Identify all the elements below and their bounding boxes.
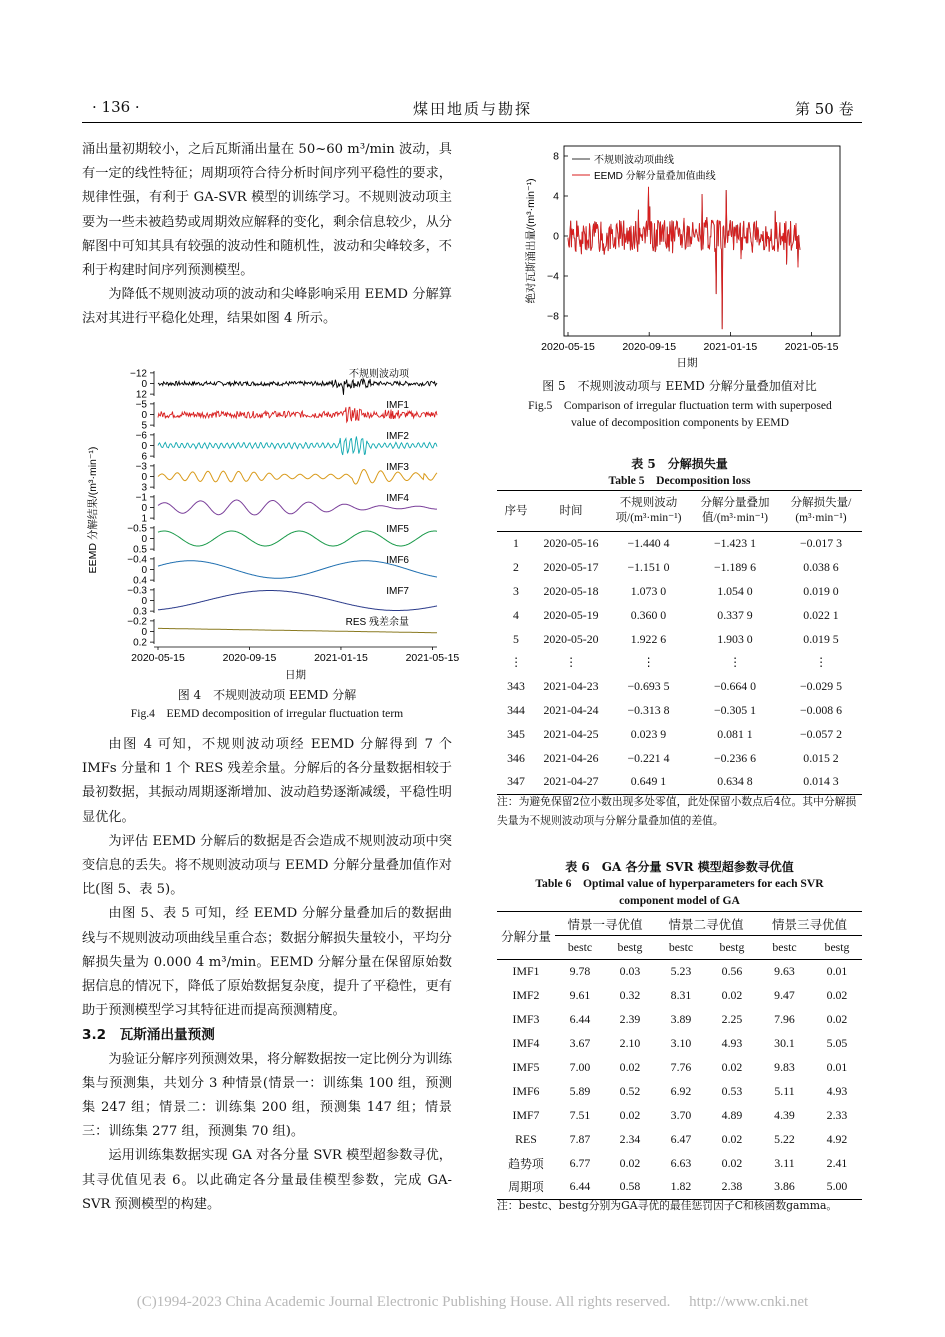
table6-cell: IMF5 <box>512 1060 540 1074</box>
table6-subheader-cell: bestg <box>707 936 757 960</box>
table5-cell: 2021-04-27 <box>535 770 607 794</box>
fig4-tick-label: 3 <box>141 482 147 494</box>
table6-cell: 0.01 <box>826 1060 848 1074</box>
table-row <box>497 556 862 580</box>
fig4-caption-en: Fig.4 EEMD decomposition of irregular fluctuation term <box>130 707 404 720</box>
table-row <box>497 1032 862 1056</box>
table5-cell: −0.313 8 <box>627 702 670 717</box>
fig4-series-label: IMF7 <box>386 586 409 597</box>
table5-cell: 344 <box>507 702 525 717</box>
table6-cell: 0.56 <box>721 964 743 979</box>
fig5-ytick-label: −8 <box>547 310 559 323</box>
table5-cell: 2020-05-19 <box>543 607 599 622</box>
fig4-xtick-label: 2020-09-15 <box>222 652 277 664</box>
fig4-xtick-label: 2021-05-15 <box>405 652 460 664</box>
table6-cell: 6.44 <box>555 1175 605 1199</box>
fig4-series-label: IMF4 <box>386 493 409 504</box>
table-row <box>497 699 862 723</box>
table5-cell: ⋮ <box>642 655 655 670</box>
table6-cell: 6.44 <box>569 1012 591 1027</box>
fig4-tick-label: 0 <box>141 410 147 421</box>
table5-cell: ⋮ <box>815 655 827 670</box>
table6-cell: 2.38 <box>707 1175 757 1199</box>
fig4-tick-label: 0 <box>141 534 147 545</box>
fig4-series-label: 不规则波动项 <box>349 369 409 380</box>
table6-cell: 2.25 <box>721 1012 743 1027</box>
table5-cell: 0.014 3 <box>780 770 862 794</box>
table6-cell: 0.01 <box>826 964 848 979</box>
section-heading: 3.2 瓦斯涌出量预测 <box>82 1027 215 1044</box>
header-rule <box>82 122 862 123</box>
table5-cell: −1.151 0 <box>627 560 670 575</box>
table-row <box>497 1151 862 1175</box>
fig4-tick-label: −0.3 <box>127 585 147 597</box>
table5-cell: 2021-04-25 <box>543 726 599 741</box>
table6-cell: 3.10 <box>670 1036 692 1051</box>
table5-cell: −0.057 2 <box>799 726 843 741</box>
paragraph: 由图 5、表 5 可知，经 EEMD 分解分量叠加后的数据曲线与不规则波动项曲线呈重合态；数据分解损失量较小，平均分解损失量为 0.000 4 m³/min。EEMD 分解分量在保留原始数据信息的情况下，降低了原始数据复杂度，提升了平稳性，更有助于预测模型学习其特征进而提高预测精度。 <box>82 906 452 1019</box>
table6-cell: 0.02 <box>826 988 848 1003</box>
table5-cell: 2021-04-23 <box>543 679 599 694</box>
paragraph: 运用训练集数据实现 GA 对各分量 SVR 模型超参数寻优，其寻优值见表 6。以此确定各分量最佳模型参数，完成 GA-SVR 预测模型的构建。 <box>82 1148 452 1212</box>
table6-cell: 30.1 <box>774 1036 795 1051</box>
fig4-tick-label: −12 <box>130 368 147 380</box>
table5-header-cell: 分解损失量/ (m³·min⁻¹) <box>780 491 862 532</box>
table6-cell: 0.53 <box>721 1083 743 1098</box>
table5-cell: 1.922 6 <box>630 631 667 646</box>
table5-cell: 2020-05-18 <box>543 583 599 598</box>
table5-cell: 2020-05-16 <box>543 536 599 551</box>
table-row <box>497 627 862 651</box>
table5-header-cell: 序号 <box>497 491 535 532</box>
table6-cell: 6.47 <box>670 1131 692 1146</box>
table6-title-en-line2: component model of GA <box>619 894 740 907</box>
fig5-legend-label: 不规则波动项曲线 <box>594 155 674 166</box>
table5-cell: 2020-05-17 <box>543 560 599 575</box>
table5-cell: 0.038 6 <box>803 560 839 575</box>
table6-header-row <box>497 912 862 936</box>
fig4-tick-label: 0.5 <box>133 544 147 556</box>
left-text-block-2 <box>82 733 452 1217</box>
table6-cell: 4.39 <box>774 1107 795 1122</box>
table5-header-row <box>497 491 862 532</box>
table6-cell: IMF3 <box>512 1012 540 1027</box>
figure-4 <box>82 360 460 682</box>
table6-note: 注：bestc、bestg分别为GA寻优的最佳惩罚因子C和核函数gamma。 <box>497 1199 838 1212</box>
table6-group-header: 情景一寻优值 <box>555 912 655 936</box>
table5-cell: −0.693 5 <box>627 679 670 694</box>
table6-cell: 4.89 <box>721 1107 743 1122</box>
fig4-tick-label: 0 <box>141 596 147 607</box>
table-row <box>497 1056 862 1080</box>
fig5-ylabel: 绝对瓦斯涌出量/(m³·min⁻¹) <box>525 178 537 304</box>
paragraph: 为验证分解序列预测效果，将分解数据按一定比例分为训练集与预测集，共划分 3 种情景(情景一：训练集 100 组，预测集 247 组；情景二：训练集 200 组，预测集 147 组；情景三：训练集 277 组，预测集 70 组)。 <box>82 1051 452 1140</box>
table6-cell: 3.11 <box>774 1155 795 1170</box>
table-row <box>497 1079 862 1103</box>
table6-cell: 2.34 <box>619 1131 641 1146</box>
table5-cell: −0.017 3 <box>799 536 843 551</box>
table5-cell: −0.236 6 <box>713 750 757 765</box>
fig4-tick-label: 0.3 <box>133 606 147 618</box>
table5-cell: 0.019 0 <box>803 583 839 598</box>
table5-cell: 3 <box>513 583 519 598</box>
table-row <box>497 1008 862 1032</box>
table6-subheader-cell: bestc <box>555 936 605 960</box>
table6-cell: 4.93 <box>721 1036 743 1051</box>
table6-cell: 9.47 <box>774 988 795 1003</box>
table6-cell: IMF1 <box>512 964 540 979</box>
table6-cell: 3.70 <box>670 1107 692 1122</box>
table5-cell: 2020-05-20 <box>543 631 599 646</box>
table6-cell: IMF2 <box>512 988 540 1003</box>
comparison-chart <box>522 140 842 372</box>
fig4-tick-label: 0 <box>141 472 147 483</box>
table6-cell: 2.10 <box>619 1036 641 1051</box>
table6-cell: 0.32 <box>619 988 641 1003</box>
table6-cell: 7.87 <box>569 1131 591 1146</box>
table6-group-header: 情景三寻优值 <box>757 912 862 936</box>
fig4-tick-label: 0 <box>141 565 147 576</box>
journal-name: 煤田地质与勘探 <box>412 100 532 118</box>
paragraph: 涌出量初期较小，之后瓦斯涌出量在 50~60 m³/min 波动，具有一定的线性特征；周期项符合待分析时间序列平稳性的要求，规律性强，有利于 GA-SVR 模型的训练学习。不规则波动项主要为一些未被趋势或周期效应解释的变化，剩余信息较少，从分解图中可知其具有较强的波动性和随机性，波动和尖峰较多，不利于构建时间序列预测模型。 <box>82 142 452 279</box>
table6-cell: 0.03 <box>619 964 641 979</box>
table6-cell: IMF7 <box>512 1107 540 1122</box>
fig5-ytick-label: 4 <box>553 190 559 203</box>
fig4-tick-label: 0.4 <box>133 575 147 587</box>
table5-title-cn: 表 5 分解损失量 <box>631 457 728 471</box>
table-row <box>497 722 862 746</box>
table6-cell: RES <box>515 1131 537 1146</box>
table5-cell: 0.023 9 <box>630 726 667 741</box>
fig4-tick-label: −1 <box>135 492 147 504</box>
fig4-tick-label: −0.5 <box>127 523 147 535</box>
table5-note: 注：为避免保留2位小数出现多处零值，此处保留小数点后4位。其中分解损失量为不规则波动项与分解分量叠加值的差值。 <box>497 795 857 827</box>
fig4-tick-label: 0 <box>141 627 147 638</box>
table6-cell: 0.02 <box>619 1155 641 1170</box>
fig5-xtick-label: 2021-01-15 <box>703 341 758 353</box>
table6-subheader-cell: bestc <box>757 936 812 960</box>
fig4-tick-label: 6 <box>141 451 147 463</box>
fig4-caption-cn: 图 4 不规则波动项 EEMD 分解 <box>177 688 357 702</box>
table6-cell: 2.39 <box>619 1012 641 1027</box>
table5-title-en: Table 5 Decomposition loss <box>608 474 751 487</box>
table6-cell: 3.89 <box>670 1012 692 1027</box>
table6-title-cn: 表 6 GA 各分量 SVR 模型超参数寻优值 <box>565 860 794 874</box>
fig4-series-label: IMF6 <box>386 555 409 566</box>
table6-cell: 7.51 <box>569 1107 591 1122</box>
table-row <box>497 651 862 675</box>
table5-cell: 0.015 2 <box>803 750 839 765</box>
table-row <box>497 770 862 794</box>
table-row <box>497 984 862 1008</box>
left-text-block-1 <box>82 138 452 332</box>
paragraph: 为降低不规则波动项的波动和尖峰影响采用 EEMD 分解算法对其进行平稳化处理，结果如图 4 所示。 <box>82 287 452 327</box>
table6-subheader-cell: bestg <box>812 936 862 960</box>
table6-cell: 2.41 <box>826 1155 848 1170</box>
table5-cell: −1.189 6 <box>713 560 757 575</box>
fig5-series-irregular <box>568 187 800 329</box>
table-row <box>497 960 862 984</box>
fig5-ytick-label: −4 <box>547 270 559 283</box>
table6-title-en-line1: Table 6 Optimal value of hyperparameters for each SVR <box>535 877 824 890</box>
table6-cell: 6.92 <box>670 1083 692 1098</box>
table6-cell: 0.02 <box>619 1060 641 1074</box>
table5-cell: 1.054 0 <box>717 583 753 598</box>
table6-cell: 3.86 <box>757 1175 812 1199</box>
page-number: · 136 · <box>92 98 140 116</box>
table5-cell: 345 <box>507 726 525 741</box>
fig4-tick-label: −0.2 <box>127 616 147 628</box>
table6-cell: 0.02 <box>721 1131 743 1146</box>
table6-cell: 6.77 <box>569 1155 591 1170</box>
table5-cell: 0.649 1 <box>607 770 690 794</box>
table-6 <box>497 911 862 1200</box>
table6-cell: 3.67 <box>569 1036 591 1051</box>
table5-cell: 0.081 1 <box>717 726 753 741</box>
fig5-xtick-label: 2020-09-15 <box>622 341 677 353</box>
table6-subheader-cell: bestc <box>655 936 707 960</box>
fig4-tick-label: 0 <box>141 379 147 390</box>
table5-cell: 347 <box>497 770 535 794</box>
fig4-tick-label: 5 <box>141 420 147 432</box>
table5-cell: 346 <box>507 750 525 765</box>
table6-cell: 0.02 <box>619 1107 641 1122</box>
table5-cell: 1.903 0 <box>717 631 753 646</box>
table5-cell: 0.019 5 <box>803 631 839 646</box>
fig5-caption-en-line2: value of decomposition components by EEMD <box>571 416 789 429</box>
table6-cell: 7.00 <box>569 1060 591 1074</box>
table5-cell: 0.022 1 <box>803 607 839 622</box>
table5-cell: 0.634 8 <box>690 770 780 794</box>
table5-cell: −0.664 0 <box>713 679 757 694</box>
table5-cell: 0.337 9 <box>717 607 753 622</box>
table6-group-header: 情景二寻优值 <box>655 912 757 936</box>
table5-cell: 0.360 0 <box>630 607 667 622</box>
table5-cell: 2021-04-26 <box>543 750 599 765</box>
fig4-series-line <box>158 628 437 632</box>
table6-title-en <box>497 875 862 909</box>
table-row <box>497 532 862 556</box>
table6-cell: 7.96 <box>774 1012 795 1027</box>
fig5-legend-label: EEMD 分解分量叠加值曲线 <box>594 171 716 182</box>
table6-cell: 5.00 <box>812 1175 862 1199</box>
fig4-series-label: IMF2 <box>386 431 409 442</box>
fig4-tick-label: 12 <box>135 389 147 401</box>
table-5 <box>497 490 862 795</box>
table6-header-cell: 分解分量 <box>497 912 555 960</box>
table6-cell: 0.02 <box>721 988 743 1003</box>
table6-cell: 5.22 <box>774 1131 795 1146</box>
table6-cell: 1.82 <box>655 1175 707 1199</box>
table5-cell: −1.423 1 <box>713 536 757 551</box>
fig4-xlabel: 日期 <box>285 669 306 681</box>
table6-cell: 0.02 <box>721 1155 743 1170</box>
table5-cell: ⋮ <box>510 655 522 670</box>
fig4-series-label: IMF3 <box>386 462 409 473</box>
fig5-ytick-label: 0 <box>553 230 559 243</box>
fig4-tick-label: −5 <box>135 399 147 411</box>
fig4-tick-label: 1 <box>141 513 147 525</box>
copyright-watermark: (C)1994-2023 China Academic Journal Electronic Publishing House. All rights reserved. http://www.cnki.net <box>136 1294 809 1310</box>
table6-cell: 9.61 <box>569 988 591 1003</box>
table5-header-cell: 不规则波动 项/(m³·min⁻¹) <box>607 491 690 532</box>
table6-cell: IMF4 <box>512 1036 540 1051</box>
table6-cell: 0.02 <box>826 1012 848 1027</box>
table6-cell: 4.93 <box>826 1083 848 1098</box>
table-row <box>497 580 862 604</box>
table5-cell: 5 <box>513 631 519 646</box>
table6-cell: 5.11 <box>774 1083 795 1098</box>
table5-header-cell: 分解分量叠加 值/(m³·min⁻¹) <box>690 491 780 532</box>
fig4-series-label: RES 残差余量 <box>345 617 409 628</box>
table-row <box>497 1127 862 1151</box>
table5-cell: 2 <box>513 560 519 575</box>
table6-cell: 2.33 <box>826 1107 848 1122</box>
table-row <box>497 1103 862 1127</box>
fig4-tick-label: −3 <box>135 461 147 473</box>
table6-cell: 周期项 <box>497 1175 555 1199</box>
table5-cell: 343 <box>507 679 525 694</box>
table6-cell: 0.02 <box>721 1060 743 1074</box>
fig4-series-label: IMF5 <box>386 524 409 535</box>
table5-cell: ⋮ <box>729 655 741 670</box>
table5-cell: −0.305 1 <box>713 702 757 717</box>
table5-cell: −1.440 4 <box>627 536 670 551</box>
table6-cell: 7.76 <box>670 1060 692 1074</box>
fig4-xtick-label: 2021-01-15 <box>314 652 368 664</box>
table5-cell: 2021-04-24 <box>543 702 599 717</box>
fig4-series-label: IMF1 <box>386 400 409 411</box>
table-row <box>497 746 862 770</box>
table5-cell: ⋮ <box>565 655 577 670</box>
paragraph: 为评估 EEMD 分解后的数据是否会造成不规则波动项中突变信息的丢失。将不规则波动项与 EEMD 分解分量叠加值作对比(图 5、表 5)。 <box>82 833 452 898</box>
eemd-decomposition-chart <box>82 360 460 682</box>
fig5-xlabel: 日期 <box>676 357 698 369</box>
fig5-xtick-label: 2020-05-15 <box>541 341 595 353</box>
table6-cell: 趋势项 <box>508 1156 544 1171</box>
table6-cell: 9.63 <box>774 964 795 979</box>
fig4-xtick-label: 2020-05-15 <box>131 652 185 664</box>
table6-cell: 9.83 <box>774 1060 795 1074</box>
table6-cell: 0.52 <box>619 1083 641 1098</box>
volume: 第 50 卷 <box>795 100 854 118</box>
table6-cell: 4.92 <box>826 1131 848 1146</box>
table6-cell: 5.05 <box>826 1036 848 1051</box>
table6-subheader-cell: bestg <box>605 936 655 960</box>
table6-cell: 0.58 <box>605 1175 655 1199</box>
table5-cell: −0.221 4 <box>627 750 670 765</box>
table5-cell: 1.073 0 <box>630 583 667 598</box>
table5-cell: 1 <box>513 536 519 551</box>
fig4-tick-label: 0.2 <box>133 637 147 649</box>
fig4-ylabel: EEMD 分解结果/(m³·min⁻¹) <box>87 446 99 574</box>
fig4-tick-label: 0 <box>141 503 147 514</box>
table5-cell: 4 <box>513 607 519 622</box>
fig5-ytick-label: 8 <box>553 150 559 163</box>
fig4-tick-label: 0 <box>141 441 147 452</box>
table-row <box>497 675 862 699</box>
fig5-xtick-label: 2021-05-15 <box>784 341 839 353</box>
table6-cell: 8.31 <box>670 988 692 1003</box>
fig5-series-eemd <box>568 187 800 329</box>
table6-cell: 5.23 <box>670 964 692 979</box>
fig4-series-line <box>158 379 437 395</box>
paragraph: 由图 4 可知，不规则波动项经 EEMD 分解得到 7 个 IMFs 分量和 1 个 RES 残差余量。分解后的各分量数据相较于最初数据，其振动周期逐渐增加、波动趋势逐渐减缓，平稳性明显优化。 <box>82 737 452 825</box>
table5-header-cell: 时间 <box>535 491 607 532</box>
table6-cell: IMF6 <box>512 1083 540 1098</box>
fig5-caption-en <box>490 397 870 431</box>
figure-5 <box>522 140 842 372</box>
fig5-caption-en-line1: Fig.5 Comparison of irregular fluctuation term with superposed <box>528 399 832 412</box>
table5-cell: −0.008 6 <box>799 702 843 717</box>
table5-cell: −0.029 5 <box>799 679 843 694</box>
table6-cell: 5.89 <box>569 1083 591 1098</box>
fig4-tick-label: −6 <box>135 430 147 442</box>
table-row <box>497 603 862 627</box>
table6-cell: 6.63 <box>670 1155 692 1170</box>
fig4-tick-label: −0.4 <box>127 554 147 566</box>
table6-cell: 9.78 <box>569 964 591 979</box>
fig5-caption-cn: 图 5 不规则波动项与 EEMD 分解分量叠加值对比 <box>542 379 817 393</box>
